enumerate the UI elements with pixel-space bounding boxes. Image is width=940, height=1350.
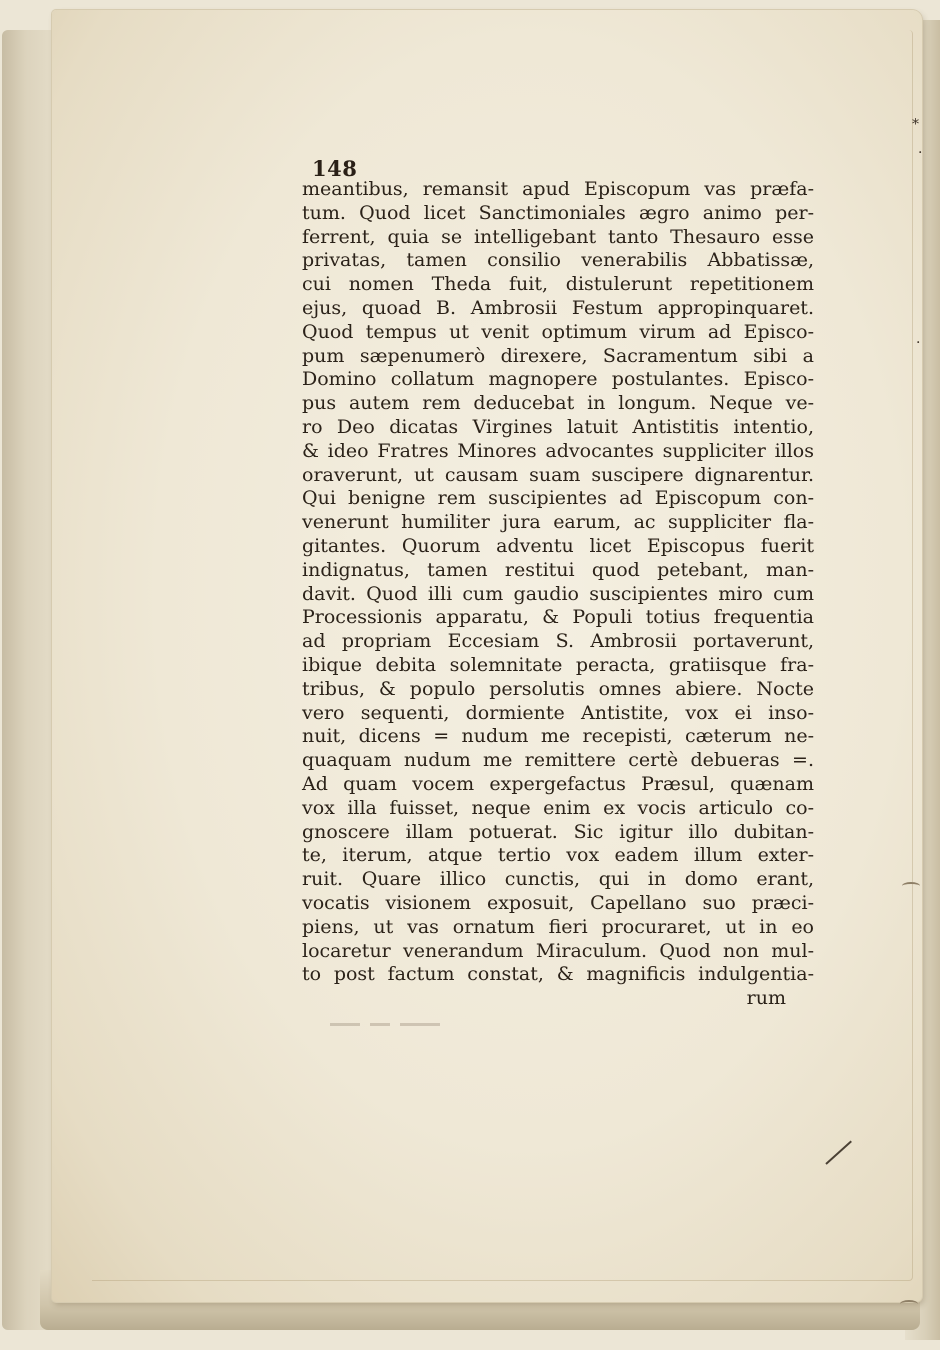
text-line: oraverunt, ut causam suam suscipere dignarentur.	[302, 463, 814, 486]
text-line: quaquam nudum me remittere certè debueras =.	[302, 749, 814, 772]
text-line: Processionis apparatu, & Populi totius frequentia	[302, 606, 814, 629]
text-line: tribus, & populo persolutis omnes abiere. Nocte	[302, 677, 814, 700]
text-line: piens, ut vas ornatum fieri procuraret, ut in eo	[302, 915, 814, 938]
ink-show-through	[330, 1014, 530, 1028]
text-line: ad propriam Eccesiam S. Ambrosii portaverunt,	[302, 630, 814, 653]
text-line: meantibus, remansit apud Episcopum vas præfa-	[302, 178, 814, 200]
text-line: nuit, dicens = nudum me recepisti, cæterum ne-	[302, 725, 814, 748]
text-line: davit. Quod illi cum gaudio suscipientes miro cum	[302, 582, 814, 605]
text-line: te, iterum, atque tertio vox eadem illum exter-	[302, 844, 814, 867]
binding-thread-tie	[900, 1300, 918, 1308]
text-line: & ideo Fratres Minores advocantes suppliciter illos	[302, 439, 814, 462]
binding-thread-mark: ⁎	[912, 112, 919, 128]
text-line: ruit. Quare illico cunctis, qui in domo erant,	[302, 868, 814, 891]
binding-thread-tie	[902, 882, 920, 890]
catchword: rum	[746, 987, 786, 1010]
text-line: privatas, tamen consilio venerabilis Abbatissæ,	[302, 249, 814, 272]
text-line: to post factum constat, & magnificis indulgentia-	[302, 963, 814, 986]
text-line: vocatis visionem exposuit, Capellano suo præci-	[302, 891, 814, 914]
text-line: vox illa fuisset, neque enim ex vocis articulo co-	[302, 796, 814, 819]
text-line: ejus, quoad B. Ambrosii Festum appropinquaret.	[302, 296, 814, 319]
binding-thread-mark: ·	[918, 145, 923, 161]
text-line: ibique debita solemnitate peracta, gratiisque fra-	[302, 653, 814, 676]
text-line: Qui benigne rem suscipientes ad Episcopum con-	[302, 487, 814, 510]
text-line: indignatus, tamen restitui quod petebant, man-	[302, 558, 814, 581]
text-line: tum. Quod licet Sanctimoniales ægro animo per-	[302, 201, 814, 224]
text-line: Quod tempus ut venit optimum virum ad Episco-	[302, 320, 814, 343]
text-line: ro Deo dicatas Virgines latuit Antistitis intentio,	[302, 415, 814, 438]
text-line: Ad quam vocem expergefactus Præsul, quænam	[302, 772, 814, 795]
text-line: cui nomen Theda fuit, distulerunt repetitionem	[302, 273, 814, 296]
text-line: pum sæpenumerò direxere, Sacramentum sibi a	[302, 344, 814, 367]
text-line: pus autem rem deducebat in longum. Neque ve-	[302, 392, 814, 415]
text-line: vero sequenti, dormiente Antistite, vox ei inso-	[302, 701, 814, 724]
page-number: 148	[312, 156, 358, 181]
body-text	[302, 178, 814, 1011]
text-line: gitantes. Quorum adventu licet Episcopus fuerit	[302, 534, 814, 557]
text-line: venerunt humiliter jura earum, ac suppliciter fla-	[302, 511, 814, 534]
binding-thread-mark: ·	[916, 335, 921, 351]
text-line: locaretur venerandum Miraculum. Quod non mul-	[302, 939, 814, 962]
text-line: ferrent, quia se intelligebant tanto Thesauro esse	[302, 225, 814, 248]
text-line: gnoscere illam potuerat. Sic igitur illo dubitan-	[302, 820, 814, 843]
text-line: Domino collatum magnopere postulantes. Episco-	[302, 368, 814, 391]
